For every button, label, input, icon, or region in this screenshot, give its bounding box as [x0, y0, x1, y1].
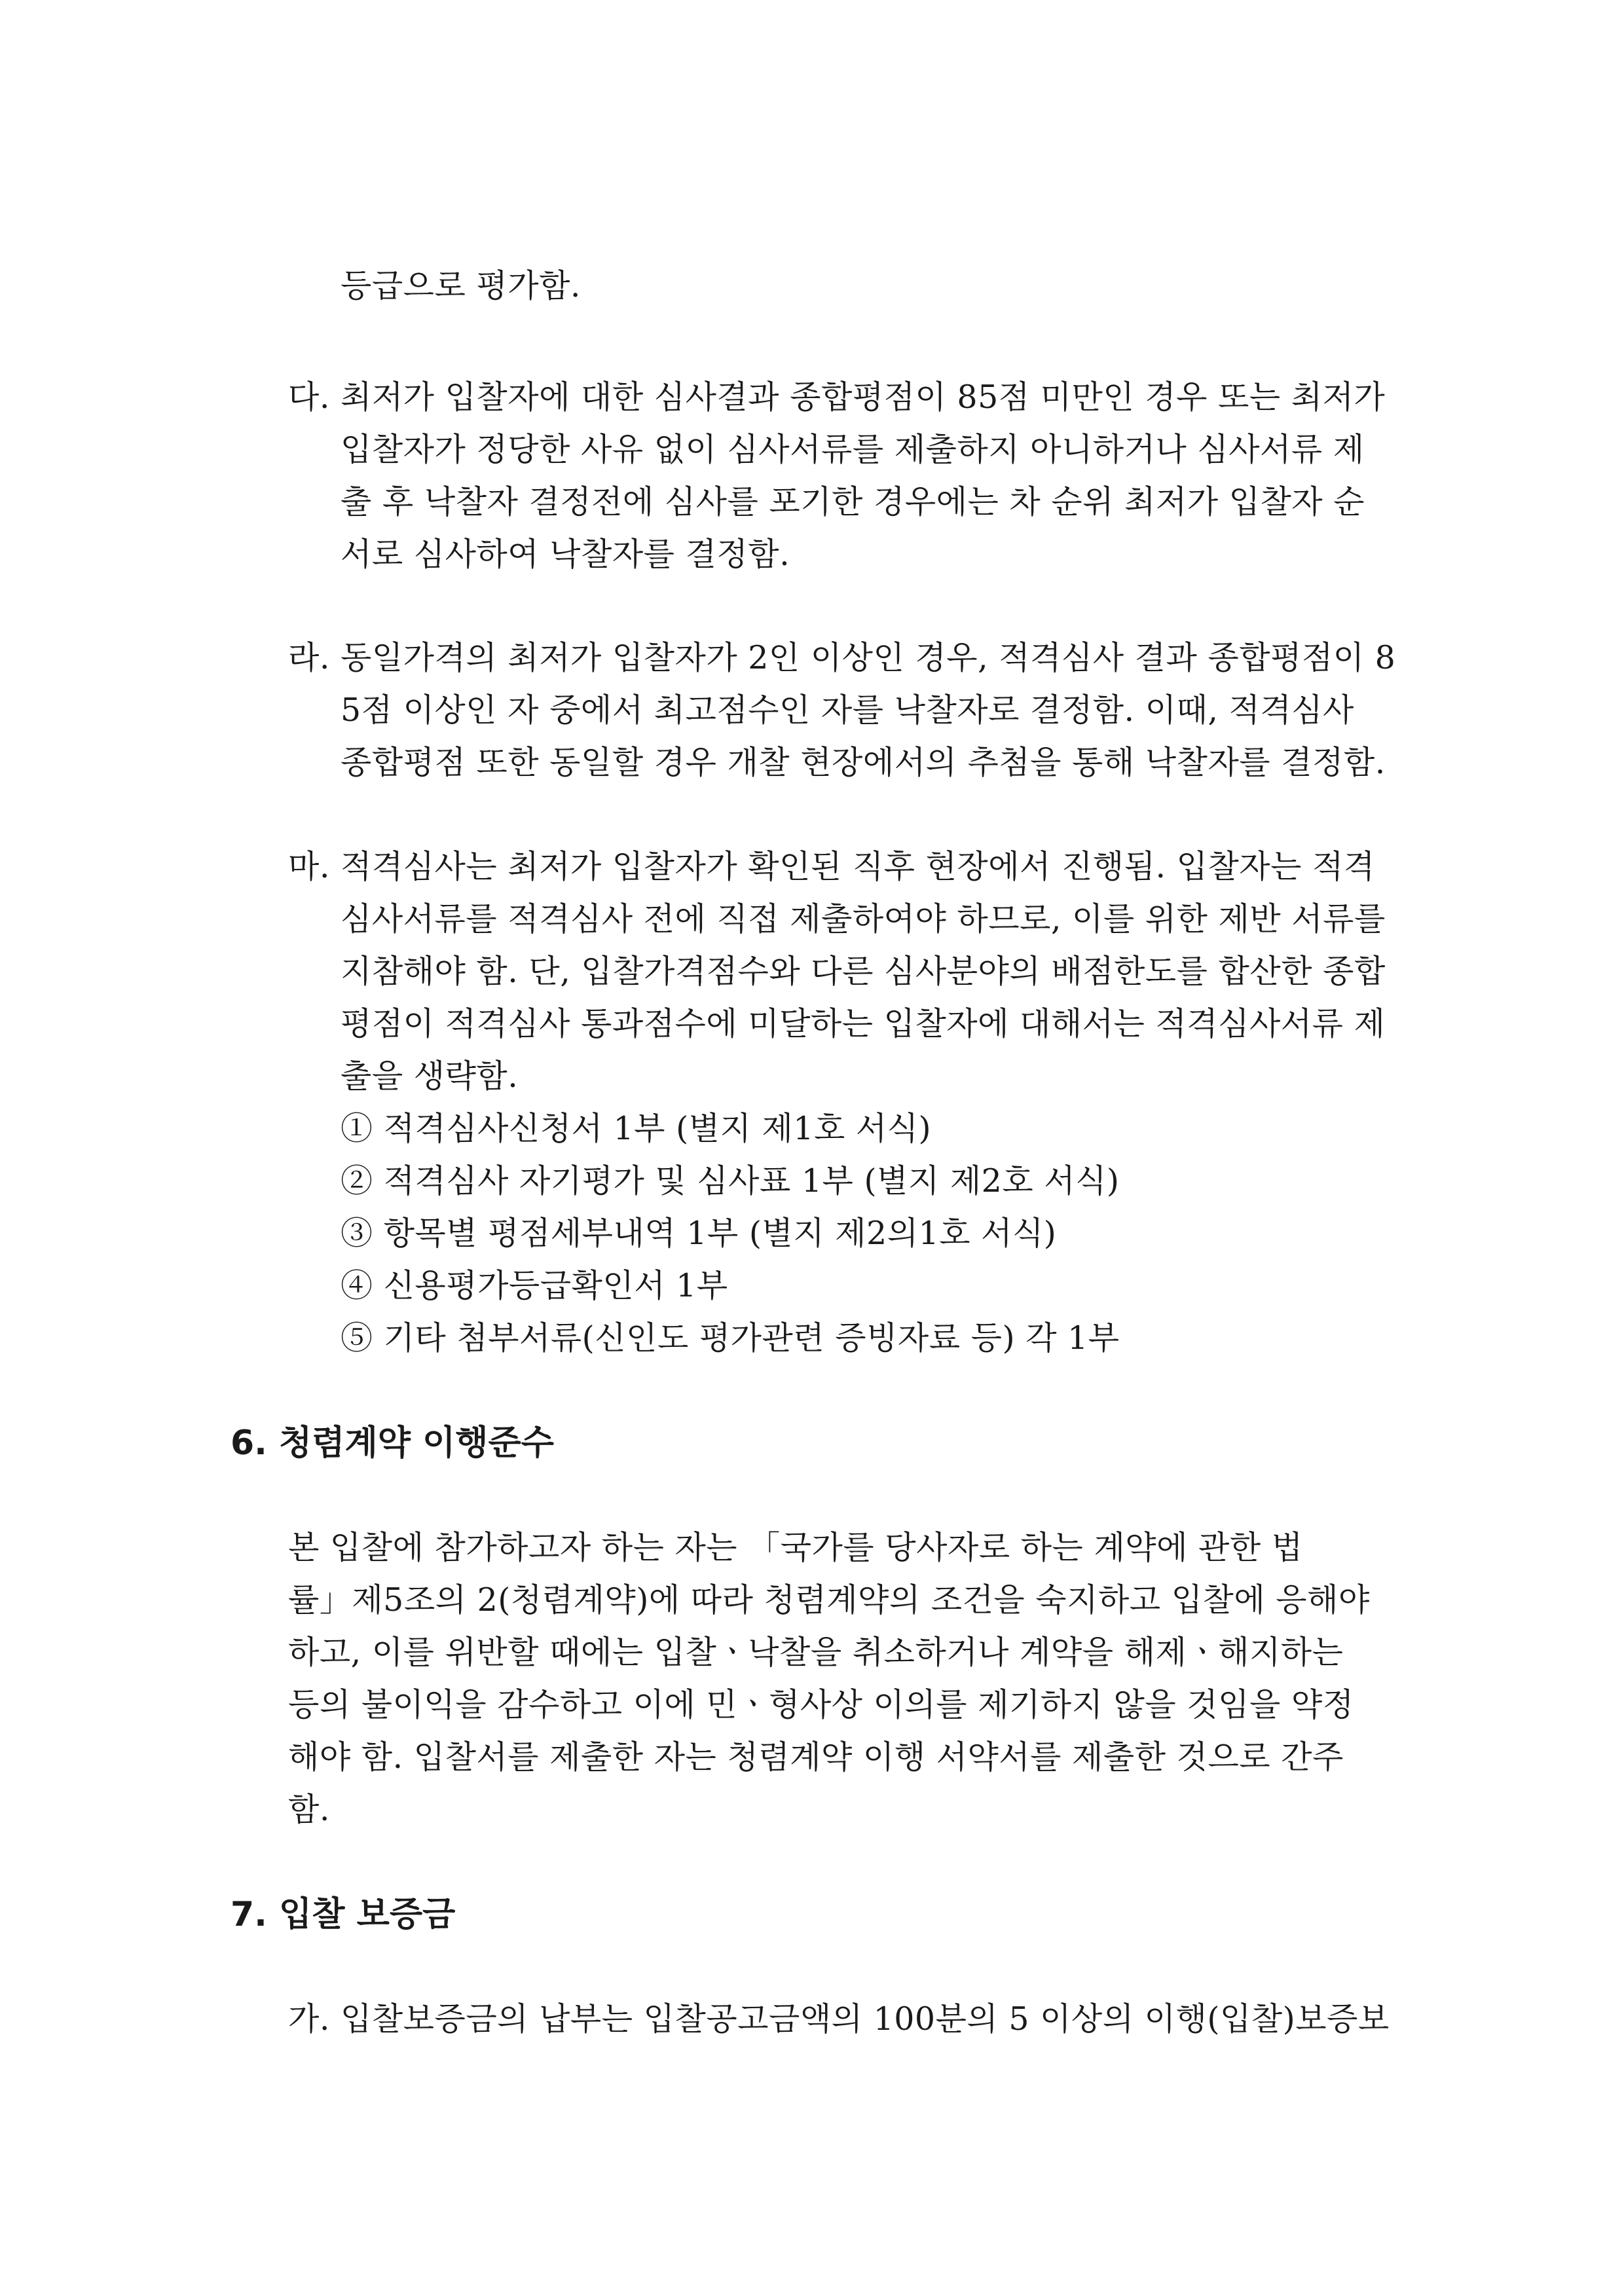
item-ra-line: 종합평점 또한 동일할 경우 개찰 현장에서의 추첨을 통해 낙찰자를 결정함.: [341, 744, 1386, 781]
section-heading-integrity-contract: 6. 청렴계약 이행준수: [231, 1423, 554, 1463]
paragraph-line: 함.: [288, 1791, 330, 1828]
item-da-line: 출 후 낙찰자 결정전에 심사를 포기한 경우에는 차 순위 최저가 입찰자 순: [341, 483, 1365, 521]
paragraph-line: 하고, 이를 위반할 때에는 입찰ㆍ낙찰을 취소하거나 계약을 해제ㆍ해지하는: [288, 1634, 1344, 1671]
item-marker-ra: 라.: [288, 639, 330, 676]
item-marker-ma: 마.: [288, 848, 330, 885]
item-da-line: 입찰자가 정당한 사유 없이 심사서류를 제출하지 아니하거나 심사서류 제: [341, 431, 1365, 468]
intro-line: 등급으로 평가함.: [341, 267, 581, 304]
item-marker-ga: 가.: [288, 2000, 330, 2038]
item-da-line: 서로 심사하여 낙찰자를 결정함.: [341, 536, 790, 573]
document-item: ⑤ 기타 첨부서류(신인도 평가관련 증빙자료 등) 각 1부: [341, 1319, 1120, 1357]
item-ma-line: 심사서류를 적격심사 전에 직접 제출하여야 하므로, 이를 위한 제반 서류를: [341, 900, 1386, 938]
document-item: ② 적격심사 자기평가 및 심사표 1부 (별지 제2호 서식): [341, 1162, 1120, 1200]
item-ma-line: 지참해야 함. 단, 입찰가격점수와 다른 심사분야의 배점한도를 합산한 종합: [341, 953, 1386, 990]
section-heading-bid-deposit: 7. 입찰 보증금: [231, 1895, 456, 1934]
item-ma-line: 평점이 적격심사 통과점수에 미달하는 입찰자에 대해서는 적격심사서류 제: [341, 1005, 1386, 1042]
paragraph-line: 률」제5조의 2(청렴계약)에 따라 청렴계약의 조건을 숙지하고 입찰에 응해야: [288, 1581, 1370, 1619]
paragraph-line: 본 입찰에 참가하고자 하는 자는 「국가를 당사자로 하는 계약에 관한 법: [288, 1529, 1303, 1566]
document-item: ① 적격심사신청서 1부 (별지 제1호 서식): [341, 1110, 932, 1147]
document-item: ③ 항목별 평점세부내역 1부 (별지 제2의1호 서식): [341, 1215, 1057, 1252]
paragraph-line: 등의 불이익을 감수하고 이에 민ㆍ형사상 이의를 제기하지 않을 것임을 약정: [288, 1686, 1354, 1723]
item-marker-da: 다.: [288, 378, 330, 416]
item-ma-line: 출을 생략함.: [341, 1057, 519, 1095]
item-ra-line: 동일가격의 최저가 입찰자가 2인 이상인 경우, 적격심사 결과 종합평점이 8: [341, 639, 1396, 676]
document-item: ④ 신용평가등급확인서 1부: [341, 1267, 728, 1304]
item-ma-line: 적격심사는 최저가 입찰자가 확인된 직후 현장에서 진행됨. 입찰자는 적격: [341, 848, 1375, 885]
item-da-line: 최저가 입찰자에 대한 심사결과 종합평점이 85점 미만인 경우 또는 최저가: [341, 378, 1386, 416]
item-ga-line: 입찰보증금의 납부는 입찰공고금액의 100분의 5 이상의 이행(입찰)보증보: [341, 2000, 1390, 2038]
item-ra-line: 5점 이상인 자 중에서 최고점수인 자를 낙찰자로 결정함. 이때, 적격심사: [341, 691, 1354, 729]
paragraph-line: 해야 함. 입찰서를 제출한 자는 청렴계약 이행 서약서를 제출한 것으로 간주: [288, 1738, 1344, 1776]
